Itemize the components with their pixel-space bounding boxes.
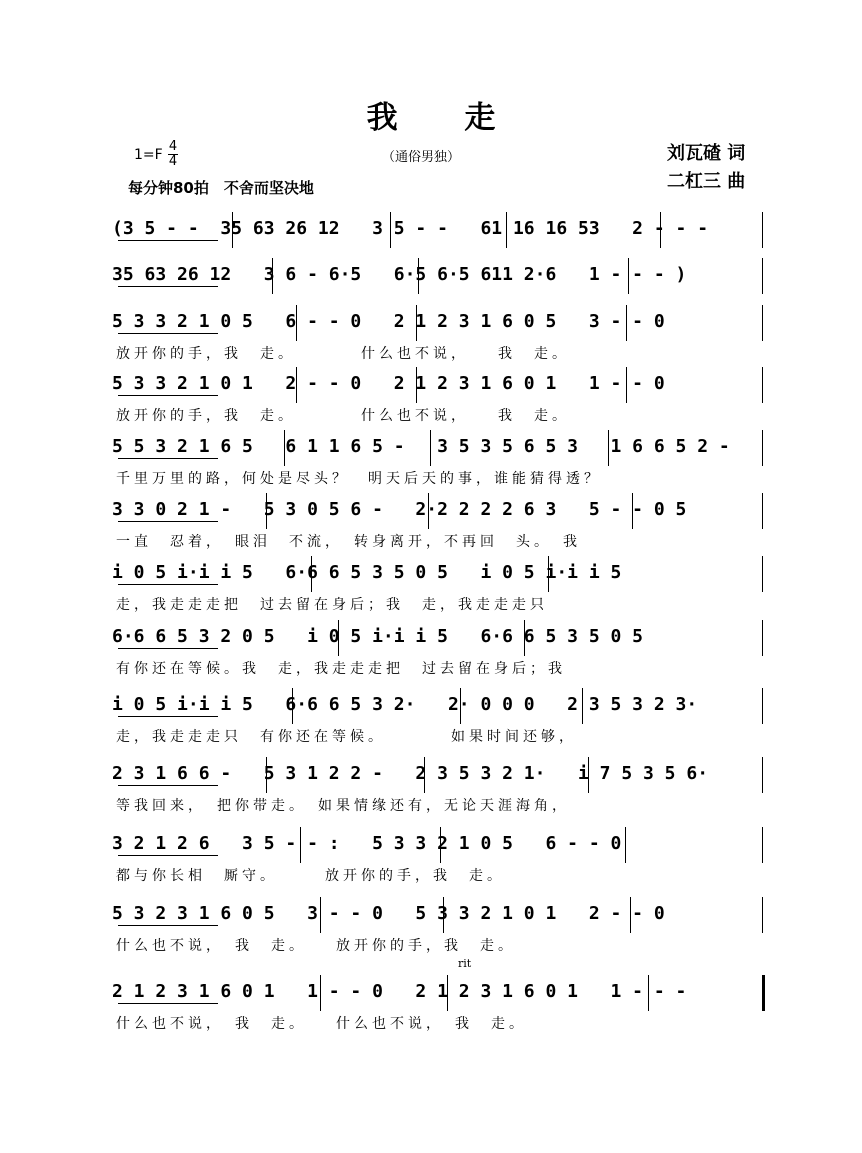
- lyric-text: 都与你长相 厮守。 放开你的手，我 走。: [116, 868, 505, 884]
- notation-numbers: 5 3 2 3 1 6 0 5 3 - - 0 5 3 3 2 1 0 1 2 - - 0: [112, 903, 665, 924]
- barline: [628, 258, 629, 294]
- beat-underline: [118, 855, 218, 856]
- beat-underline: [118, 716, 218, 717]
- beat-underline: [118, 785, 218, 786]
- barline: [626, 367, 627, 403]
- beat-underline: [118, 286, 218, 287]
- time-signature: [168, 140, 178, 169]
- barline: [630, 897, 631, 933]
- barline: [266, 493, 267, 529]
- barline: [762, 212, 763, 248]
- lyric-text: 什么也不说， 我 走。 放开你的手，我 走。: [116, 938, 516, 954]
- barline: [338, 620, 339, 656]
- notation-numbers: 35 63 26 12 3 6 - 6·5 6·5 6·5 611 2·6 1 - - - ): [112, 264, 687, 285]
- beat-underline: [118, 333, 218, 334]
- barline: [296, 305, 297, 341]
- barline: [272, 258, 273, 294]
- notation-numbers: 3 3 0 2 1 - 5 3 0 5 6 - 2·2 2 2 2 6 3 5 - - 0 5: [112, 499, 687, 520]
- composer-credit: 二杠三 曲: [667, 171, 746, 192]
- barline: [284, 430, 285, 466]
- lyricist-credit: 刘瓦碴 词: [667, 143, 746, 164]
- barline: [416, 367, 417, 403]
- beat-underline: [118, 521, 218, 522]
- barline: [762, 258, 763, 294]
- lyric-text: 等我回来， 把你带走。 如果情缘还有，无论天涯海角，: [116, 798, 570, 814]
- lyric-text: 走，我走走走只 有你还在等候。 如果时间还够，: [116, 729, 577, 745]
- barline: [292, 688, 293, 724]
- final-barline: [762, 975, 765, 1011]
- key-signature: 1=F: [134, 147, 163, 163]
- barline: [762, 620, 763, 656]
- notation-numbers: i 0 5 i·i i 5 6·6 6 5 3 2· 2· 0 0 0 2 3 5 3 2 3·: [112, 694, 698, 715]
- song-title: 我 走: [366, 100, 524, 136]
- barline: [648, 975, 649, 1011]
- notation-numbers: i 0 5 i·i i 5 6·6 6 5 3 5 0 5 i 0 5 i·i i 5: [112, 562, 622, 583]
- notation-numbers: 3 2 1 2 6 3 5 - - : 5 3 3 2 1 0 5 6 - - 0: [112, 833, 622, 854]
- lyric-text: 一直 忍着， 眼泪 不流， 转身离开，不再回 头。 我: [116, 534, 581, 550]
- beat-underline: [118, 925, 218, 926]
- barline: [390, 212, 391, 248]
- barline: [762, 556, 763, 592]
- barline: [430, 430, 431, 466]
- beat-underline: [118, 1003, 218, 1004]
- barline: [524, 620, 525, 656]
- score-line: [0, 981, 862, 1041]
- barline: [548, 556, 549, 592]
- score-line: [0, 626, 862, 686]
- notation-numbers: 6·6 6 5 3 2 0 5 i 0 5 i·i i 5 6·6 6 5 3 5 0 5: [112, 626, 644, 647]
- performance-type: （通俗男独）: [382, 150, 461, 165]
- score-line: [0, 373, 862, 433]
- notation-numbers: (3 5 - - 35 63 26 12 3 5 - - 61 16 16 53 2 - - -: [112, 218, 709, 239]
- lyric-text: 有你还在等候。我 走，我走走走把 过去留在身后；我: [116, 661, 566, 677]
- barline: [762, 305, 763, 341]
- barline: [626, 305, 627, 341]
- notation-numbers: 5 5 3 2 1 6 5 6 1 1 6 5 - 3 5 3 5 6 5 3 1 6 6 5 2 -: [112, 436, 730, 457]
- barline: [762, 827, 763, 863]
- barline: [588, 757, 589, 793]
- barline: [440, 827, 441, 863]
- score-line: [0, 833, 862, 893]
- barline: [428, 493, 429, 529]
- score-line: [0, 499, 862, 559]
- barline: [416, 305, 417, 341]
- notation-numbers: 2 3 1 6 6 - 5 3 1 2 2 - 2 3 5 3 2 1· i 7 5 3 5 6·: [112, 763, 709, 784]
- barline: [296, 367, 297, 403]
- lyric-text: 走，我走走走把 过去留在身后；我 走，我走走走只: [116, 597, 548, 613]
- barline: [582, 688, 583, 724]
- ritardando-marking: rit: [458, 957, 472, 970]
- barline: [762, 367, 763, 403]
- lyric-text: 放开你的手，我 走。 什么也不说， 我 走。: [116, 346, 570, 362]
- notation-numbers: 5 3 3 2 1 0 1 2 - - 0 2 1 2 3 1 6 0 1 1 - - 0: [112, 373, 665, 394]
- barline: [443, 897, 444, 933]
- barline: [320, 897, 321, 933]
- lyric-text: 放开你的手，我 走。 什么也不说， 我 走。: [116, 408, 570, 424]
- score-line: [0, 436, 862, 496]
- beat-underline: [118, 240, 218, 241]
- barline: [447, 975, 448, 1011]
- notation-numbers: 5 3 3 2 1 0 5 6 - - 0 2 1 2 3 1 6 0 5 3 - - 0: [112, 311, 665, 332]
- meter-top: 4: [168, 139, 178, 154]
- score-line: [0, 311, 862, 371]
- beat-underline: [118, 648, 218, 649]
- barline: [608, 430, 609, 466]
- beat-underline: [118, 395, 218, 396]
- beat-underline: [118, 458, 218, 459]
- barline: [762, 897, 763, 933]
- barline: [506, 212, 507, 248]
- barline: [762, 757, 763, 793]
- barline: [300, 827, 301, 863]
- score-line: [0, 903, 862, 963]
- barline: [311, 556, 312, 592]
- meter-bottom: 4: [168, 154, 178, 169]
- beat-underline: [118, 584, 218, 585]
- barline: [232, 212, 233, 248]
- score-line: [0, 763, 862, 823]
- score-line: [0, 694, 862, 754]
- barline: [266, 757, 267, 793]
- lyric-text: 什么也不说， 我 走。 什么也不说， 我 走。: [116, 1016, 527, 1032]
- barline: [625, 827, 626, 863]
- notation-numbers: 2 1 2 3 1 6 0 1 1 - - 0 2 1 2 3 1 6 0 1 1 - - -: [112, 981, 687, 1002]
- barline: [418, 258, 419, 294]
- barline: [632, 493, 633, 529]
- barline: [762, 493, 763, 529]
- barline: [762, 430, 763, 466]
- barline: [424, 757, 425, 793]
- score-line: [0, 562, 862, 622]
- tempo-marking: 每分钟80拍 不舍而坚决地: [128, 179, 314, 197]
- barline: [460, 688, 461, 724]
- barline: [762, 688, 763, 724]
- lyric-text: 千里万里的路，何处是尽头？ 明天后天的事，谁能猜得透？: [116, 471, 602, 487]
- barline: [320, 975, 321, 1011]
- barline: [660, 212, 661, 248]
